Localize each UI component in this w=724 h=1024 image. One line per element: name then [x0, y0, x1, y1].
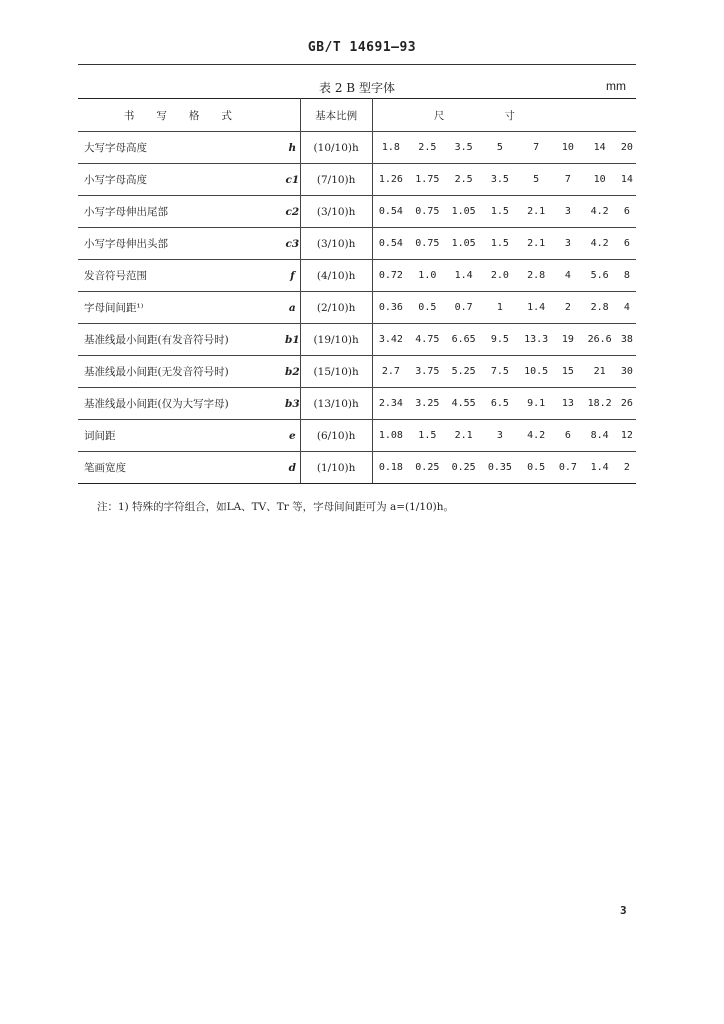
row-symbol: a [285, 292, 300, 324]
size-value-cell: 10 [593, 174, 606, 185]
row-ratio: (15/10)h [300, 356, 372, 388]
size-value-cell: 2.5 [454, 174, 473, 185]
row-symbol: c1 [285, 164, 300, 196]
row-symbol: e [285, 420, 300, 452]
size-value-cell: 5 [533, 174, 540, 185]
size-value-cell: 8 [623, 270, 630, 281]
row-symbol: b2 [285, 356, 300, 388]
size-value-cell: 4 [623, 302, 630, 313]
row-symbol: d [285, 452, 300, 484]
table-row [78, 132, 636, 164]
b-type-font-table [78, 98, 636, 484]
table-unit: mm [606, 79, 626, 93]
size-value-cell: 1.4 [582, 452, 618, 484]
size-value-cell: 1.05 [451, 206, 476, 217]
size-value-cell: 1.0 [418, 270, 437, 281]
row-ratio: (2/10)h [300, 292, 372, 324]
row-ratio: (7/10)h [300, 164, 372, 196]
size-value-cell: 3.5 [490, 174, 509, 185]
size-value-cell: 38 [620, 334, 633, 345]
table-title: 表 2 B 型字体 [319, 81, 395, 95]
table-row [78, 228, 636, 260]
size-value-cell: 6 [623, 238, 630, 249]
row-symbol: f [285, 260, 300, 292]
table-row [78, 164, 636, 196]
size-value-cell: 4.2 [527, 430, 546, 441]
size-value-cell: 0.72 [378, 270, 403, 281]
size-value-cell: 4.2 [590, 206, 609, 217]
table-row [78, 260, 636, 292]
size-value-cell: 5.6 [590, 270, 609, 281]
size-value-cell: 1.75 [415, 174, 440, 185]
size-value-cell: 3.25 [415, 398, 440, 409]
row-ratio: (4/10)h [300, 260, 372, 292]
size-value-cell: 2.1 [454, 430, 473, 441]
size-value-cell: 1.26 [378, 174, 403, 185]
size-value-cell: 0.7 [454, 302, 473, 313]
row-symbol: c2 [285, 196, 300, 228]
size-value-cell: 0.35 [482, 452, 518, 484]
row-symbol: b1 [285, 324, 300, 356]
row-label: 大写字母高度 [84, 142, 147, 154]
size-value-cell: 14 [620, 174, 633, 185]
size-value-cell: 0.5 [518, 452, 554, 484]
size-value-cell: 5 [496, 142, 503, 153]
size-value-cell: 0.75 [415, 238, 440, 249]
row-symbol: b3 [285, 388, 300, 420]
size-value-cell: 3 [564, 238, 571, 249]
table-row [78, 292, 636, 324]
size-value-cell: 9.1 [527, 398, 546, 409]
row-label: 小写字母高度 [84, 174, 147, 186]
table-row [78, 196, 636, 228]
row-symbol: h [285, 132, 300, 164]
row-ratio: (19/10)h [300, 324, 372, 356]
size-value-cell: 7 [533, 142, 540, 153]
table-row [78, 324, 636, 356]
size-value-cell: 1.8 [381, 142, 400, 153]
size-value-cell: 10 [561, 142, 574, 153]
row-label: 小写字母伸出头部 [84, 238, 168, 250]
size-value-cell: 5.25 [451, 366, 476, 377]
size-value-cell: 3.75 [415, 366, 440, 377]
size-value-cell: 0.25 [409, 452, 445, 484]
table-footnote: 注：1) 特殊的字符组合，如LA、TV、Tr 等，字母间间距可为 a=(1/10)h。 [97, 501, 455, 513]
row-ratio: (1/10)h [300, 452, 372, 484]
size-value-cell: 4.75 [415, 334, 440, 345]
size-value-cell: 0.5 [418, 302, 437, 313]
size-value-cell: 1.5 [490, 238, 509, 249]
size-value-cell: 10.5 [524, 366, 549, 377]
size-value-cell: 13.3 [524, 334, 549, 345]
size-value-cell: 9.5 [490, 334, 509, 345]
size-value-cell: 26 [620, 398, 633, 409]
header-format: 书写格式 [78, 99, 300, 132]
size-value-cell: 3.42 [378, 334, 403, 345]
size-value-cell: 0.75 [415, 206, 440, 217]
size-value-cell: 4.2 [590, 238, 609, 249]
standard-number-header: GB/T 14691—93 [307, 40, 417, 55]
size-value-cell: 2 [618, 452, 636, 484]
row-label: 笔画宽度 [78, 452, 285, 484]
size-value-cell: 6.65 [451, 334, 476, 345]
size-value-cell: 7.5 [490, 366, 509, 377]
size-value-cell: 26.6 [587, 334, 612, 345]
size-value-cell: 3 [564, 206, 571, 217]
row-label: 基准线最小间距(仅为大写字母) [84, 398, 229, 410]
size-value-cell: 8.4 [590, 430, 609, 441]
row-ratio: (6/10)h [300, 420, 372, 452]
size-value-cell: 18.2 [587, 398, 612, 409]
size-value-cell: 3.5 [454, 142, 473, 153]
size-value-cell: 2.7 [381, 366, 400, 377]
table-row [78, 388, 636, 420]
size-value-cell: 0.18 [372, 452, 409, 484]
size-value-cell: 0.36 [378, 302, 403, 313]
size-value-cell: 0.7 [554, 452, 581, 484]
row-ratio: (3/10)h [300, 196, 372, 228]
row-label: 基准线最小间距(有发音符号时) [84, 334, 229, 346]
table-body [78, 132, 636, 484]
row-ratio: (3/10)h [300, 228, 372, 260]
page-number: 3 [620, 904, 627, 917]
size-value-cell: 1.4 [454, 270, 473, 281]
size-value-cell: 1 [496, 302, 503, 313]
size-value-cell: 6 [623, 206, 630, 217]
row-ratio: (13/10)h [300, 388, 372, 420]
row-label: 词间距 [84, 430, 116, 442]
size-value-cell: 1.4 [527, 302, 546, 313]
size-value-cell: 0.54 [378, 238, 403, 249]
size-value-cell: 6 [564, 430, 571, 441]
table-caption [78, 79, 636, 97]
row-label: 基准线最小间距(无发音符号时) [84, 366, 229, 378]
size-value-cell: 30 [620, 366, 633, 377]
size-value-cell: 1.05 [451, 238, 476, 249]
size-value-cell: 2 [564, 302, 571, 313]
size-value-cell: 2.1 [527, 238, 546, 249]
size-value-cell: 12 [620, 430, 633, 441]
size-value-cell: 2.1 [527, 206, 546, 217]
size-value-cell: 7 [564, 174, 571, 185]
row-symbol: c3 [285, 228, 300, 260]
size-value-cell: 1.5 [490, 206, 509, 217]
size-value-cell: 2.34 [378, 398, 403, 409]
size-value-cell: 6.5 [490, 398, 509, 409]
size-value-cell: 1.5 [418, 430, 437, 441]
size-value-cell: 4 [564, 270, 571, 281]
row-label: 小写字母伸出尾部 [84, 206, 168, 218]
size-value-cell: 2.5 [418, 142, 437, 153]
header-rule [78, 64, 636, 65]
header-size: 尺寸 [372, 99, 636, 132]
size-value-cell: 2.0 [490, 270, 509, 281]
size-value-cell: 4.55 [451, 398, 476, 409]
table-row [78, 452, 636, 484]
size-value-cell: 3 [496, 430, 503, 441]
table-row [78, 356, 636, 388]
header-ratio: 基本比例 [300, 99, 372, 132]
row-label: 发音符号范围 [84, 270, 147, 282]
row-ratio: (10/10)h [300, 132, 372, 164]
table-row [78, 420, 636, 452]
size-value-cell: 2.8 [527, 270, 546, 281]
size-value-cell: 13 [561, 398, 574, 409]
row-label: 字母间间距¹⁾ [84, 302, 144, 314]
size-value-cell: 0.25 [445, 452, 481, 484]
size-value-cell: 0.54 [378, 206, 403, 217]
size-value-cell: 19 [561, 334, 574, 345]
table-header-row [78, 99, 636, 132]
size-value-cell: 1.08 [378, 430, 403, 441]
size-value-cell: 14 [593, 142, 606, 153]
size-value-cell: 20 [620, 142, 633, 153]
size-value-cell: 21 [593, 366, 606, 377]
size-value-cell: 2.8 [590, 302, 609, 313]
size-value-cell: 15 [561, 366, 574, 377]
